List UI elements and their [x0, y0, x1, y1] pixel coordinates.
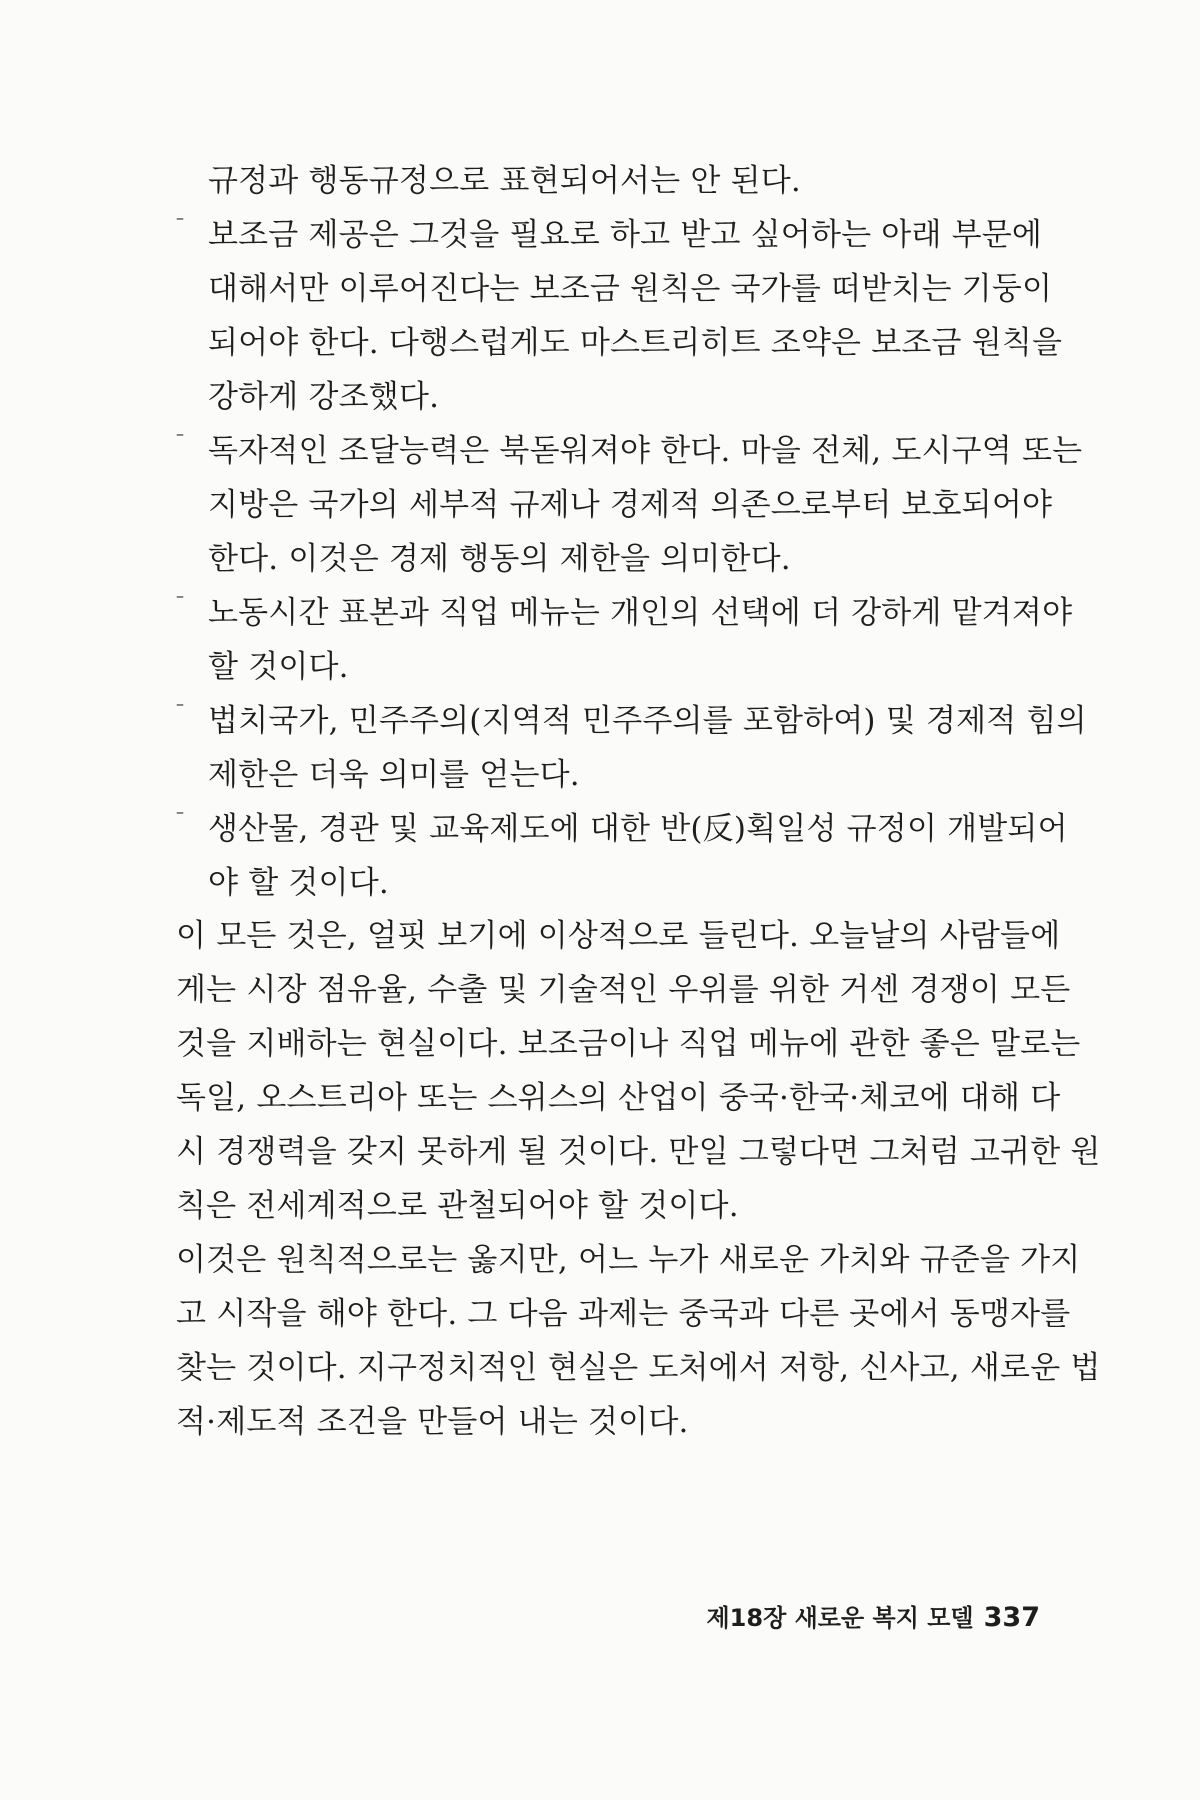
body-paragraphs	[176, 909, 1101, 1449]
paragraph	[176, 909, 1101, 1233]
paragraph-line: 이것은 원칙적으로는 옳지만, 어느 누가 새로운 가치와 규준을 가지	[176, 1242, 1081, 1278]
paragraph-line: 찾는 것이다. 지구정치적인 현실은 도처에서 저항, 신사고, 새로운 법	[176, 1350, 1101, 1386]
running-footer	[707, 1600, 1041, 1636]
list-item-line: 야 할 것이다.	[208, 865, 389, 901]
list-item-line: 지방은 국가의 세부적 규제나 경제적 의존으로부터 보호되어야	[208, 487, 1053, 523]
paragraph-line: 칙은 전세계적으로 관철되어야 할 것이다.	[176, 1188, 739, 1224]
paragraph-line: 것을 지배하는 현실이다. 보조금이나 직업 메뉴에 관한 좋은 말로는	[176, 1026, 1081, 1062]
list-item	[176, 208, 1063, 424]
list-item-line: 되어야 한다. 다행스럽게도 마스트리히트 조약은 보조금 원칙을	[208, 325, 1063, 361]
paragraph-line: 게는 시장 점유율, 수출 및 기술적인 우위를 위한 거센 경쟁이 모든	[176, 972, 1071, 1008]
bullet-dash: –	[176, 694, 184, 713]
bullet-dash: –	[176, 586, 184, 605]
list-item-line: 한다. 이것은 경제 행동의 제한을 의미한다.	[208, 541, 791, 577]
list-item-line: 법치국가, 민주주의(지역적 민주주의를 포함하여) 및 경제적 힘의	[208, 703, 1087, 739]
paragraph-line: 적·제도적 조건을 만들어 내는 것이다.	[176, 1404, 689, 1440]
list-item-line: 강하게 강조했다.	[208, 379, 440, 415]
list-item-line: 독자적인 조달능력은 북돋워져야 한다. 마을 전체, 도시구역 또는	[208, 433, 1083, 469]
list-item-line: 대해서만 이루어진다는 보조금 원칙은 국가를 떠받치는 기둥이	[208, 271, 1053, 307]
list-item	[176, 694, 1087, 802]
bullet-dash: –	[176, 424, 184, 443]
list-item-line: 노동시간 표본과 직업 메뉴는 개인의 선택에 더 강하게 맡겨져야	[208, 595, 1073, 631]
list-item-line: 제한은 더욱 의미를 얻는다.	[208, 757, 580, 793]
bullet-dash: –	[176, 802, 184, 821]
bullet-dash: –	[176, 208, 184, 227]
paragraph-line: 고 시작을 해야 한다. 그 다음 과제는 중국과 다른 곳에서 동맹자를	[176, 1296, 1071, 1332]
list-item	[176, 424, 1083, 586]
paragraph-line: 시 경쟁력을 갖지 못하게 될 것이다. 만일 그렇다면 그처럼 고귀한 원	[176, 1134, 1101, 1170]
list-item-line: 생산물, 경관 및 교육제도에 대한 반(反)획일성 규정이 개발되어	[208, 811, 1068, 847]
paragraph-line: 독일, 오스트리아 또는 스위스의 산업이 중국·한국·체코에 대해 다	[176, 1080, 1061, 1116]
paragraph-line: 이 모든 것은, 얼핏 보기에 이상적으로 들린다. 오늘날의 사람들에	[176, 918, 1061, 954]
chapter-title: 제18장 새로운 복지 모델	[706, 1604, 974, 1632]
page-number: 337	[983, 1602, 1040, 1633]
list-item	[176, 586, 1073, 694]
paragraph	[176, 1233, 1101, 1449]
list-item	[176, 802, 1068, 910]
bullet-list	[176, 154, 1087, 910]
list-item-line: 보조금 제공은 그것을 필요로 하고 받고 싶어하는 아래 부문에	[208, 217, 1043, 253]
list-item-line: 할 것이다.	[208, 649, 349, 685]
list-continuation-line: 규정과 행동규정으로 표현되어서는 안 된다.	[208, 163, 801, 199]
